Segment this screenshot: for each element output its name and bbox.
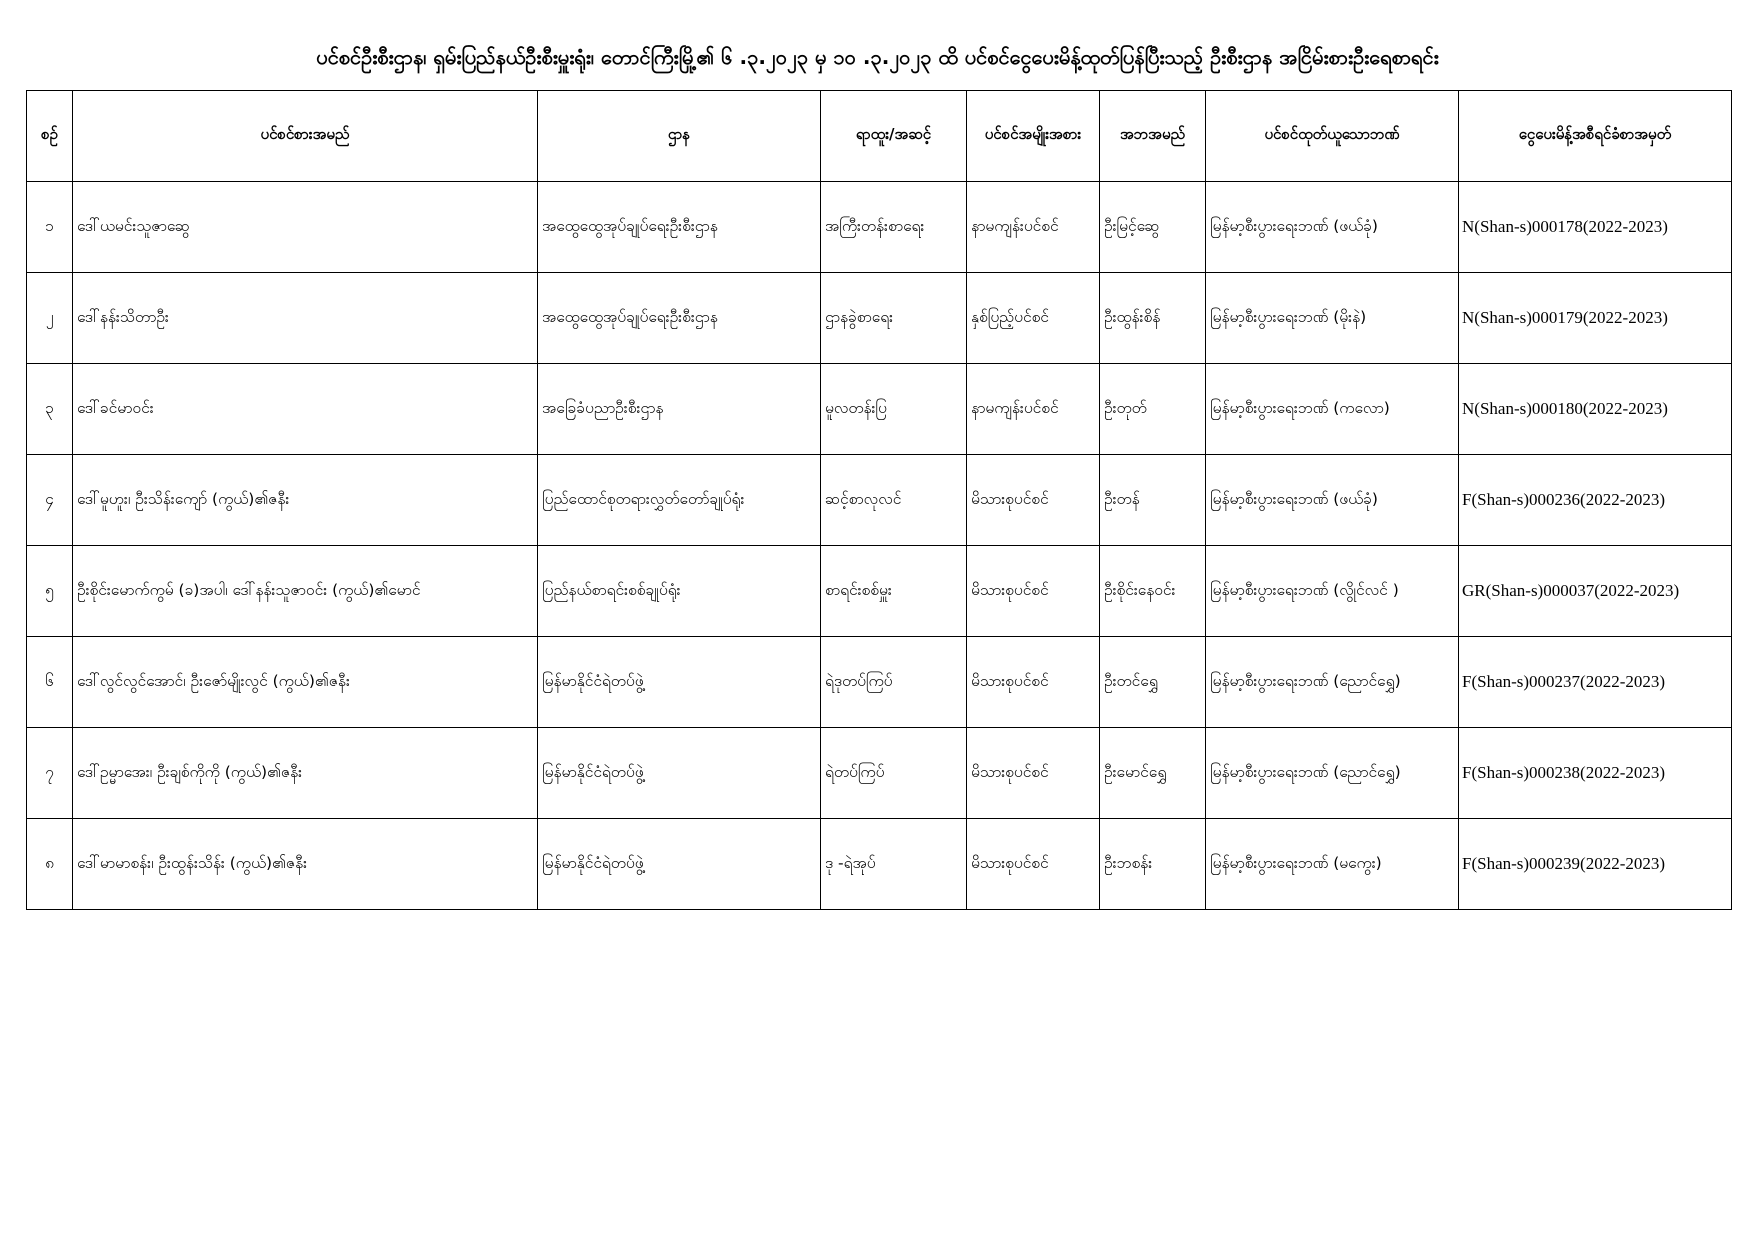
cell-rank: ဆင့်စာလုလင်	[821, 455, 967, 546]
cell-father-name: ဦးမောင်ရွှေ	[1100, 728, 1206, 819]
cell-account-no: GR(Shan-s)000037(2022-2023)	[1459, 546, 1732, 637]
pension-record-table	[26, 90, 1732, 910]
table-row	[27, 728, 1732, 819]
cell-pension-type: နာမကျန်းပင်စင်	[967, 182, 1100, 273]
cell-rank: ဌာနခွဲစာရေး	[821, 273, 967, 364]
cell-pensioner-name: ဒေါ်မာမာစန်း၊ ဦးထွန်းသိန်း (ကွယ်)၏ဇနီး	[73, 819, 538, 910]
column-header-serial-no: စဉ်	[27, 91, 73, 182]
cell-bank: မြန်မာ့စီးပွားရေးဘဏ် (မိုးနဲ)	[1206, 273, 1459, 364]
cell-bank: မြန်မာ့စီးပွားရေးဘဏ် (မကွေး)	[1206, 819, 1459, 910]
cell-father-name: ဦးစိုင်းနေဝင်း	[1100, 546, 1206, 637]
table-row	[27, 819, 1732, 910]
table-row	[27, 364, 1732, 455]
column-header-account-no: ငွေပေးမိန့်အစီရင်ခံစာအမှတ်	[1459, 91, 1732, 182]
cell-rank: ရဲဒုတပ်ကြပ်	[821, 637, 967, 728]
cell-pension-type: မိသားစုပင်စင်	[967, 455, 1100, 546]
table-row	[27, 546, 1732, 637]
cell-bank: မြန်မာ့စီးပွားရေးဘဏ် (လွိုင်လင် )	[1206, 546, 1459, 637]
cell-father-name: ဦးဘစန်း	[1100, 819, 1206, 910]
cell-bank: မြန်မာ့စီးပွားရေးဘဏ် (ညောင်ရွှေ)	[1206, 637, 1459, 728]
cell-serial-no: ၇	[27, 728, 73, 819]
cell-rank: ရဲတပ်ကြပ်	[821, 728, 967, 819]
cell-serial-no: ၈	[27, 819, 73, 910]
cell-father-name: ဦးတင်ရွှေ	[1100, 637, 1206, 728]
cell-account-no: F(Shan-s)000236(2022-2023)	[1459, 455, 1732, 546]
table-row	[27, 182, 1732, 273]
cell-rank: ဒု -ရဲအုပ်	[821, 819, 967, 910]
cell-pensioner-name: ဒေါ်ဥမ္မာအေး၊ ဦးချစ်ကိုကို (ကွယ်)၏ဇနီး	[73, 728, 538, 819]
cell-serial-no: ၄	[27, 455, 73, 546]
cell-father-name: ဦးထွန်းစိန်	[1100, 273, 1206, 364]
cell-serial-no: ၂	[27, 273, 73, 364]
cell-bank: မြန်မာ့စီးပွားရေးဘဏ် (ဖယ်ခုံ)	[1206, 455, 1459, 546]
cell-pension-type: မိသားစုပင်စင်	[967, 728, 1100, 819]
cell-pensioner-name: ဒေါ်လွင်လွင်အောင်၊ ဦးဇော်မျိုးလွင် (ကွယ်)၏ဇနီး	[73, 637, 538, 728]
cell-account-no: F(Shan-s)000238(2022-2023)	[1459, 728, 1732, 819]
column-header-bank: ပင်စင်ထုတ်ယူသောဘဏ်	[1206, 91, 1459, 182]
cell-department: မြန်မာနိုင်ငံရဲတပ်ဖွဲ့	[538, 728, 821, 819]
cell-rank: မူလတန်းပြ	[821, 364, 967, 455]
cell-bank: မြန်မာ့စီးပွားရေးဘဏ် (ဖယ်ခုံ)	[1206, 182, 1459, 273]
cell-bank: မြန်မာ့စီးပွားရေးဘဏ် (ကလော)	[1206, 364, 1459, 455]
table-row	[27, 455, 1732, 546]
cell-account-no: F(Shan-s)000239(2022-2023)	[1459, 819, 1732, 910]
cell-department: အထွေထွေအုပ်ချုပ်ရေးဦးစီးဌာန	[538, 182, 821, 273]
cell-father-name: ဦးမြင့်ဆွေ	[1100, 182, 1206, 273]
cell-department: မြန်မာနိုင်ငံရဲတပ်ဖွဲ့	[538, 819, 821, 910]
cell-department: မြန်မာနိုင်ငံရဲတပ်ဖွဲ့	[538, 637, 821, 728]
cell-father-name: ဦးတန်	[1100, 455, 1206, 546]
cell-rank: အကြီးတန်းစာရေး	[821, 182, 967, 273]
cell-department: ပြည်ထောင်စုတရားလွှတ်တော်ချုပ်ရုံး	[538, 455, 821, 546]
page-title: ပင်စင်ဦးစီးဌာန၊ ရှမ်းပြည်နယ်ဦးစီးမှူးရုံး၊ တောင်ကြီးမြို့၏ ၆ .၃.၂၀၂၃ မှ ၁၀ .၃.၂၀၂၃ ထိ ပင်စင်ငွေပေးမိန့်ထုတ်ပြန်ပြီးသည့် ဦးစီးဌာန အငြိမ်းစားဦးရေစာရင်း	[316, 45, 1439, 69]
cell-serial-no: ၆	[27, 637, 73, 728]
cell-account-no: F(Shan-s)000237(2022-2023)	[1459, 637, 1732, 728]
column-header-pension-type: ပင်စင်အမျိုးအစား	[967, 91, 1100, 182]
table-row	[27, 273, 1732, 364]
cell-serial-no: ၃	[27, 364, 73, 455]
cell-pension-type: မိသားစုပင်စင်	[967, 546, 1100, 637]
cell-pensioner-name: ဒေါ်ယမင်းသူဇာဆွေ	[73, 182, 538, 273]
cell-department: အခြေခံပညာဦးစီးဌာန	[538, 364, 821, 455]
cell-account-no: N(Shan-s)000178(2022-2023)	[1459, 182, 1732, 273]
cell-account-no: N(Shan-s)000180(2022-2023)	[1459, 364, 1732, 455]
column-header-pensioner-name: ပင်စင်စားအမည်	[73, 91, 538, 182]
cell-bank: မြန်မာ့စီးပွားရေးဘဏ် (ညောင်ရွှေ)	[1206, 728, 1459, 819]
cell-serial-no: ၁	[27, 182, 73, 273]
column-header-department: ဌာန	[538, 91, 821, 182]
table-row	[27, 637, 1732, 728]
cell-department: အထွေထွေအုပ်ချုပ်ရေးဦးစီးဌာန	[538, 273, 821, 364]
cell-serial-no: ၅	[27, 546, 73, 637]
cell-father-name: ဦးတုတ်	[1100, 364, 1206, 455]
cell-pension-type: မိသားစုပင်စင်	[967, 819, 1100, 910]
cell-pension-type: နာမကျန်းပင်စင်	[967, 364, 1100, 455]
cell-pension-type: နှစ်ပြည့်ပင်စင်	[967, 273, 1100, 364]
cell-pensioner-name: ဒေါ်မူဟူး၊ ဦးသိန်းကျော် (ကွယ်)၏ဇနီး	[73, 455, 538, 546]
column-header-rank: ရာထူး/အဆင့်	[821, 91, 967, 182]
cell-pensioner-name: ဦးစိုင်းမောက်ကွမ် (ခ)အပါ၊ ဒေါ်နန်းသူဇာဝင်း (ကွယ်)၏မောင်	[73, 546, 538, 637]
cell-account-no: N(Shan-s)000179(2022-2023)	[1459, 273, 1732, 364]
table-header-row	[27, 91, 1732, 182]
cell-pension-type: မိသားစုပင်စင်	[967, 637, 1100, 728]
cell-pensioner-name: ဒေါ်နန်းသိတာဦး	[73, 273, 538, 364]
cell-department: ပြည်နယ်စာရင်းစစ်ချုပ်ရုံး	[538, 546, 821, 637]
column-header-father-name: အဘအမည်	[1100, 91, 1206, 182]
cell-pensioner-name: ဒေါ်ခင်မာဝင်း	[73, 364, 538, 455]
cell-rank: စာရင်းစစ်မှူး	[821, 546, 967, 637]
